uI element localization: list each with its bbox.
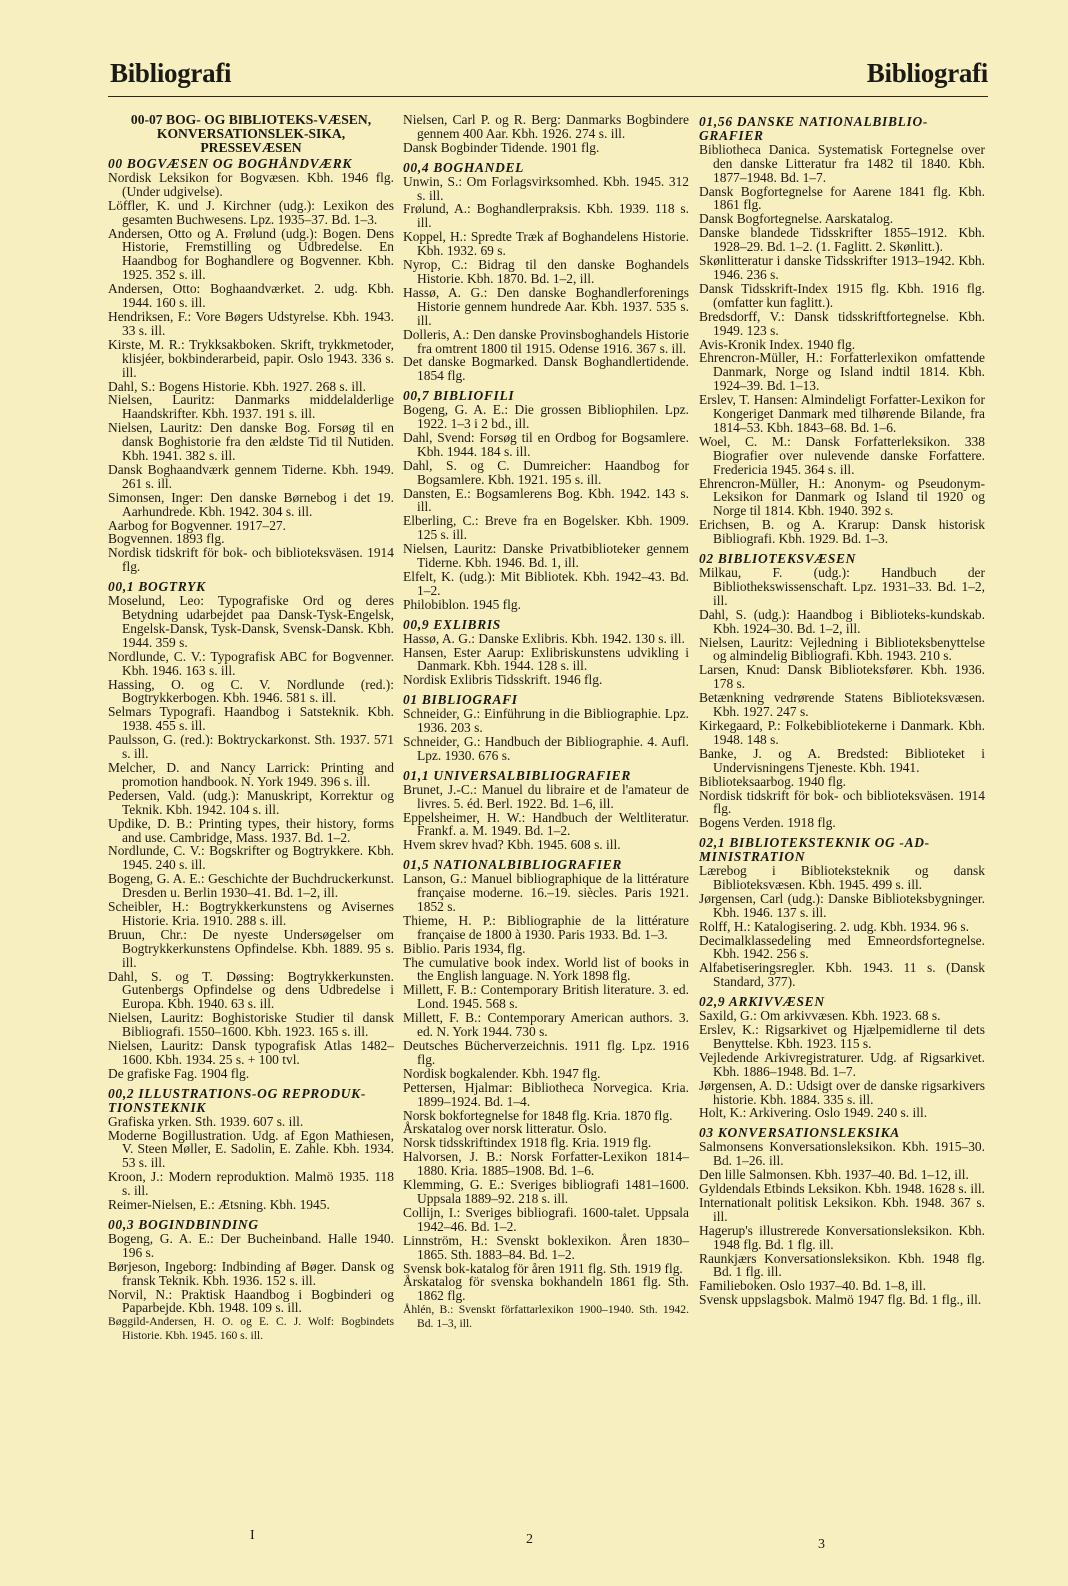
- bibliography-entry: Dahl, S. og T. Døssing: Bogtrykkerkunsten. Gutenbergs Opfindelse og dens Udbredelse i Europa. Kbh. 1940. 63 s. ill.: [108, 968, 394, 1012]
- bibliography-entry: Familieboken. Oslo 1937–40. Bd. 1–8, ill.: [699, 1278, 926, 1294]
- section-heading: 02,1 BIBLIOTEKSTEKNIK OG -AD-MINISTRATION: [699, 835, 930, 865]
- bibliography-entry: Nordisk Exlibris Tidsskrift. 1946 flg.: [403, 672, 603, 688]
- bibliography-entry: Avis-Kronik Index. 1940 flg.: [699, 336, 856, 352]
- bibliography-entry: Moselund, Leo: Typografiske Ord og deres Betydning udarbejdet paa Dansk-Tysk-Engelsk, Engelsk-Dansk, Tysk-Dansk, Svensk-Dansk. Kbh. 1944. 359 s.: [108, 593, 394, 650]
- bibliography-entry: Grafiska yrken. Sth. 1939. 607 s. ill.: [108, 1113, 304, 1129]
- bibliography-entry: Millett, F. B.: Contemporary British literature. 3. ed. Lond. 1945. 568 s.: [403, 982, 689, 1012]
- column-2: [403, 113, 689, 1331]
- bibliography-entry: Svensk uppslagsbok. Malmö 1947 flg. Bd. 1 flg., ill.: [699, 1292, 982, 1308]
- bibliography-entry: Dansk Bogfortegnelse for Aarene 1841 flg. Kbh. 1861 flg.: [699, 183, 985, 213]
- bibliography-entry: Bogens Verden. 1918 flg.: [699, 815, 836, 831]
- bibliography-entry: Andersen, Otto: Boghaandværket. 2. udg. Kbh. 1944. 160 s. ill.: [108, 281, 394, 311]
- bibliography-entry: Elberling, C.: Breve fra en Bogelsker. Kbh. 1909. 125 s. ill.: [403, 513, 689, 543]
- bibliography-entry: Elfelt, K. (udg.): Mit Bibliotek. Kbh. 1942–43. Bd. 1–2.: [403, 569, 689, 598]
- bibliography-entry: Lærebog i Biblioteksteknik og dansk Biblioteksvæsen. Kbh. 1945. 499 s. ill.: [699, 863, 985, 892]
- bibliography-entry: Unwin, S.: Om Forlagsvirksomhed. Kbh. 1945. 312 s. ill.: [403, 173, 689, 203]
- bibliography-entry: Norsk tidsskriftindex 1918 flg. Kria. 1919 flg.: [403, 1135, 652, 1151]
- section-heading: 03 KONVERSATIONSLEKSIKA: [699, 1125, 900, 1141]
- bibliography-entry: Norvil, N.: Praktisk Haandbog i Bogbinderi og Paparbejde. Kbh. 1948. 109 s. ill.: [108, 1286, 394, 1316]
- section-heading: 00,3 BOGINDBINDING: [108, 1216, 259, 1232]
- bibliography-entry: Nordlunde, C. V.: Bogskrifter og Bogtrykkere. Kbh. 1945. 240 s. ill.: [108, 843, 394, 873]
- bibliography-entry: Åhlén, B.: Svenskt författarlexikon 1900–1940. Sth. 1942. Bd. 1–3, ill.: [403, 1303, 689, 1331]
- bibliography-entry: Nordlunde, C. V.: Typografisk ABC for Bogvenner. Kbh. 1946. 163 s. ill.: [108, 648, 394, 678]
- bibliography-entry: Kroon, J.: Modern reproduktion. Malmö 1935. 118 s. ill.: [108, 1169, 394, 1199]
- section-heading: 02,9 ARKIVVÆSEN: [699, 994, 825, 1010]
- bibliography-entry: Simonsen, Inger: Den danske Børnebog i det 19. Aarhundrede. Kbh. 1942. 304 s. ill.: [108, 489, 394, 519]
- bibliography-entry: Banke, J. og A. Bredsted: Biblioteket i Undervisningens Tjeneste. Kbh. 1941.: [699, 745, 985, 775]
- section-heading: 00,1 BOGTRYK: [108, 579, 206, 595]
- bibliography-entry: Bogeng, G. A. E.: Geschichte der Buchdruckerkunst. Dresden u. Berlin 1930–41. Bd. 1–2, ill.: [108, 871, 394, 901]
- bibliography-entry: Dolleris, A.: Den danske Provinsboghandels Historie fra omtrent 1800 til 1915. Odense 1916. 367 s. ill.: [403, 326, 689, 356]
- header-title-right: Bibliografi: [866, 58, 988, 88]
- bibliography-entry: Reimer-Nielsen, E.: Ætsning. Kbh. 1945.: [108, 1197, 330, 1213]
- bibliography-entry: Årskatalog för svenska bokhandeln 1861 flg. Sth. 1862 flg.: [403, 1274, 689, 1304]
- bibliography-entry: Kirkegaard, P.: Folkebibliotekerne i Danmark. Kbh. 1948. 148 s.: [699, 717, 985, 747]
- bibliography-entry: Vejledende Arkivregistraturer. Udg. af Rigsarkivet. Kbh. 1886–1948. Bd. 1–7.: [699, 1049, 985, 1079]
- bibliography-entry: Dansten, E.: Bogsamlerens Bog. Kbh. 1942. 143 s. ill.: [403, 485, 689, 515]
- section-heading: 00 BOGVÆSEN OG BOGHÅNDVÆRK: [108, 156, 353, 171]
- bibliography-entry: Milkau, F. (udg.): Handbuch der Bibliothekswissenschaft. Lpz. 1931–33. Bd. 1–2, ill.: [699, 565, 985, 608]
- bibliography-entry: Bruun, Chr.: De nyeste Undersøgelser om Bogtrykkerkunstens Opfindelse. Kbh. 1889. 95 s. ill.: [108, 926, 394, 970]
- bibliography-entry: Andersen, Otto og A. Frølund (udg.): Bogen. Dens Historie, Fremstilling og Udbredelse. En Haandbog for Boghandlere og Bogvenner. Kbh. 1925. 352 s. ill.: [108, 225, 394, 283]
- bibliography-entry: Selmars Typografi. Haandbog i Satsteknik. Kbh. 1938. 455 s. ill.: [108, 704, 394, 734]
- bibliography-entry: Dahl, Svend: Forsøg til en Ordbog for Bogsamlere. Kbh. 1944. 184 s. ill.: [403, 429, 689, 459]
- bibliography-entry: Nordisk Leksikon for Bogvæsen. Kbh. 1946 flg. (Under udgivelse).: [108, 169, 394, 199]
- header-rule: [108, 96, 988, 97]
- bibliography-entry: Deutsches Bücherverzeichnis. 1911 flg. Lpz. 1916 flg.: [403, 1038, 689, 1067]
- bibliography-entry: Svensk bok-katalog för åren 1911 flg. Sth. 1919 flg.: [403, 1260, 683, 1276]
- bibliography-entry: Philobiblon. 1945 flg.: [403, 596, 521, 612]
- bibliography-entry: Hendriksen, F.: Vore Bøgers Udstyrelse. Kbh. 1943. 33 s. ill.: [108, 308, 394, 338]
- bibliography-entry: Nielsen, Lauritz: Vejledning i Biblioteksbenyttelse og almindelig Bibliografi. Kbh. 1943. 210 s.: [699, 634, 985, 664]
- bibliography-entry: Ehrencron-Müller, H.: Anonym- og Pseudonym-Leksikon for Danmark og Island til 1920 og Norge til 1814. Kbh. 1940. 392 s.: [699, 475, 985, 519]
- bibliography-entry: Den lille Salmonsen. Kbh. 1937–40. Bd. 1–12, ill.: [699, 1167, 969, 1183]
- header-title-left: Bibliografi: [110, 58, 232, 88]
- bibliography-entry: Updike, D. B.: Printing types, their history, forms and use. Cambridge, Mass. 1937. Bd. 1–2.: [108, 815, 394, 845]
- bibliography-entry: Hassing, O. og C. V. Nordlunde (red.): Bogtrykkerbogen. Kbh. 1946. 581 s. ill.: [108, 676, 394, 706]
- bibliography-entry: Hassø, A. G.: Den danske Boghandlerforenings Historie gennem hundrede Aar. Kbh. 1937. 535 s. ill.: [403, 284, 689, 328]
- bibliography-entry: Pedersen, Vald. (udg.): Manuskript, Korrektur og Teknik. Kbh. 1942. 104 s. ill.: [108, 787, 394, 817]
- bibliography-entry: The cumulative book index. World list of books in the English language. N. York 1898 flg.: [403, 954, 689, 984]
- bibliography-entry: Decimalklassedeling med Emneordsfortegnelse. Kbh. 1942. 256 s.: [699, 932, 985, 962]
- bibliography-entry: Bibliotheca Danica. Systematisk Fortegnelse over den danske Litteratur fra 1482 til 1840. Kbh. 1877–1948. Bd. 1–7.: [699, 141, 985, 185]
- column-1: [108, 113, 394, 1343]
- bibliography-entry: Nordisk tidskrift för bok- och biblioteksväsen. 1914 flg.: [699, 787, 985, 817]
- bibliography-entry: Hassø, A. G.: Danske Exlibris. Kbh. 1942. 130 s. ill.: [403, 630, 685, 646]
- bibliography-entry: Erslev, T. Hansen: Almindeligt Forfatter-Lexikon for Kongeriget Danmark med tilhørende Bilande, fra 1814–53. Kbh. 1843–68. Bd. 1–6.: [699, 392, 985, 435]
- section-heading: 01,5 NATIONALBIBLIOGRAFIER: [403, 857, 623, 873]
- bibliography-entry: Kirste, M. R.: Trykksakboken. Skrift, trykkmetoder, klisjéer, bokbinderarbeid, papir. Oslo 1943. 336 s. ill.: [108, 336, 394, 380]
- bibliography-entry: Dahl, S.: Bogens Historie. Kbh. 1927. 268 s. ill.: [108, 378, 366, 394]
- bibliography-entry: Børjeson, Ingeborg: Indbinding af Bøger. Dansk og fransk Teknik. Kbh. 1936. 152 s. ill.: [108, 1258, 394, 1288]
- bibliography-entry: Biblio. Paris 1934, flg.: [403, 940, 526, 956]
- bibliography-entry: Bogeng, G. A. E.: Die grossen Bibliophilen. Lpz. 1922. 1–3 i 2 bd., ill.: [403, 402, 689, 432]
- section-heading: 01,56 DANSKE NATIONALBIBLIO-GRAFIER: [699, 114, 929, 143]
- section-heading: 01,1 UNIVERSALBIBLIOGRAFIER: [403, 767, 631, 783]
- bibliography-entry: Gyldendals Etbinds Leksikon. Kbh. 1948. 1628 s. ill.: [699, 1180, 985, 1196]
- bibliography-entry: Norsk bokfortegnelse for 1848 flg. Kria. 1870 flg.: [403, 1107, 673, 1123]
- bibliography-entry: Dahl, S. og C. Dumreicher: Haandbog for Bogsamlere. Kbh. 1921. 195 s. ill.: [403, 457, 689, 487]
- bibliography-entry: Linnström, H.: Svenskt boklexikon. Åren 1830–1865. Sth. 1883–84. Bd. 1–2.: [403, 1232, 689, 1262]
- bibliography-entry: Danske blandede Tidsskrifter 1855–1912. Kbh. 1928–29. Bd. 1–2. (1. Faglitt. 2. Skønlitt.).: [699, 225, 985, 255]
- bibliography-entry: Koppel, H.: Spredte Træk af Boghandelens Historie. Kbh. 1932. 69 s.: [403, 229, 689, 259]
- bibliography-entry: Internationalt politisk Leksikon. Kbh. 1948. 367 s. ill.: [699, 1194, 985, 1224]
- bibliography-entry: Woel, C. M.: Dansk Forfatterleksikon. 338 Biografier over nulevende danske Forfattere. Fredericia 1945. 364 s. ill.: [699, 433, 985, 477]
- bibliography-entry: Larsen, Knud: Dansk Biblioteksfører. Kbh. 1936. 178 s.: [699, 662, 985, 692]
- bibliography-entry: Löffler, K. und J. Kirchner (udg.): Lexikon des gesamten Buchwesens. Lpz. 1935–37. Bd. 1–3.: [108, 197, 394, 227]
- bibliography-entry: Dansk Bogbinder Tidende. 1901 flg.: [403, 139, 600, 155]
- bibliography-entry: Bogeng, G. A. E.: Der Bucheinband. Halle 1940. 196 s.: [108, 1230, 394, 1260]
- bibliography-entry: Scheibler, H.: Bogtrykkerkunstens og Avisernes Historie. Kria. 1910. 288 s. ill.: [108, 899, 394, 928]
- bibliography-entry: Nielsen, Carl P. og R. Berg: Danmarks Bogbindere gennem 400 Aar. Kbh. 1926. 274 s. ill.: [403, 112, 689, 141]
- section-group-heading: 00-07 BOG- OG BIBLIOTEKS-VÆSEN, KONVERSATIONSLEK-SIKA, PRESSEVÆSEN: [130, 112, 372, 155]
- bibliography-entry: Bogvennen. 1893 flg.: [108, 531, 225, 547]
- bibliography-entry: Saxild, G.: Om arkivvæsen. Kbh. 1923. 68 s.: [699, 1008, 941, 1024]
- section-heading: 00,9 EXLIBRIS: [403, 616, 501, 632]
- bibliography-entry: Aarbog for Bogvenner. 1917–27.: [108, 517, 287, 533]
- bibliography-entry: Rolff, H.: Katalogisering. 2. udg. Kbh. 1934. 96 s.: [699, 918, 969, 934]
- bibliography-entry: Holt, K.: Arkivering. Oslo 1949. 240 s. ill.: [699, 1105, 928, 1121]
- section-heading: 01 BIBLIOGRAFI: [403, 692, 518, 708]
- bibliography-entry: Dahl, S. (udg.): Haandbog i Biblioteks-kundskab. Kbh. 1924–30. Bd. 1–2, ill.: [699, 606, 985, 636]
- bibliography-entry: Raunkjærs Konversationsleksikon. Kbh. 1948 flg. Bd. 1 flg. ill.: [699, 1250, 985, 1280]
- bibliography-entry: Eppelsheimer, H. W.: Handbuch der Weltliteratur. Frankf. a. M. 1949. Bd. 1–2.: [403, 809, 689, 839]
- bibliography-entry: Skønlitteratur i danske Tidsskrifter 1913–1942. Kbh. 1946. 236 s.: [699, 253, 985, 282]
- bibliography-entry: Årskatalog over norsk litteratur. Oslo.: [403, 1121, 607, 1137]
- bibliography-entry: Nordisk bogkalender. Kbh. 1947 flg.: [403, 1065, 601, 1081]
- bibliography-entry: Dansk Boghaandværk gennem Tiderne. Kbh. 1949. 261 s. ill.: [108, 461, 394, 491]
- bibliography-entry: Lanson, G.: Manuel bibliographique de la littérature française moderne. 16.–19. siècles. Paris 1921. 1852 s.: [403, 871, 689, 914]
- bibliography-entry: Hvem skrev hvad? Kbh. 1945. 608 s. ill.: [403, 837, 621, 853]
- bibliography-entry: Nielsen, Lauritz: Boghistoriske Studier til dansk Bibliografi. 1550–1600. Kbh. 1923. 165 s. ill.: [108, 1010, 394, 1040]
- bibliography-entry: Collijn, I.: Sveriges bibliografi. 1600-talet. Uppsala 1942–46. Bd. 1–2.: [403, 1204, 689, 1234]
- bibliography-entry: Nyrop, C.: Bidrag til den danske Boghandels Historie. Kbh. 1870. Bd. 1–2, ill.: [403, 257, 689, 286]
- bibliography-entry: Nordisk tidskrift för bok- och biblioteksväsen. 1914 flg.: [108, 545, 394, 575]
- bibliography-entry: Thieme, H. P.: Bibliographie de la littérature française de 1800 à 1930. Paris 1933. Bd. 1–3.: [403, 912, 689, 942]
- bibliography-entry: Nielsen, Lauritz: Danmarks middelalderlige Haandskrifter. Kbh. 1937. 191 s. ill.: [108, 392, 394, 422]
- bibliography-entry: Paulsson, G. (red.): Boktryckarkonst. Sth. 1937. 571 s. ill.: [108, 732, 394, 762]
- bibliography-entry: Millett, F. B.: Contemporary American authors. 3. ed. N. York 1944. 730 s.: [403, 1010, 689, 1040]
- bibliography-entry: Frølund, A.: Boghandlerpraksis. Kbh. 1939. 118 s. ill.: [403, 201, 689, 231]
- bibliography-entry: Brunet, J.-C.: Manuel du libraire et de l'amateur de livres. 5. éd. Berl. 1922. Bd. 1–6, ill.: [403, 781, 689, 811]
- bibliography-entry: Ehrencron-Müller, H.: Forfatterlexikon omfattende Danmark, Norge og Island indtil 1814. Kbh. 1924–39. Bd. 1–13.: [699, 350, 985, 394]
- page-number-1: I: [250, 1528, 255, 1543]
- bibliography-entry: Det danske Bogmarked. Dansk Boghandlertidende. 1854 flg.: [403, 354, 689, 384]
- bibliography-entry: Betænkning vedrørende Statens Biblioteksvæsen. Kbh. 1927. 247 s.: [699, 690, 985, 720]
- page-number-3: 3: [818, 1537, 825, 1552]
- bibliography-entry: Halvorsen, J. B.: Norsk Forfatter-Lexikon 1814–1880. Kria. 1885–1908. Bd. 1–6.: [403, 1149, 689, 1179]
- bibliography-entry: Schneider, G.: Handbuch der Bibliographie. 4. Aufl. Lpz. 1930. 676 s.: [403, 733, 689, 763]
- bibliography-entry: Biblioteksaarbog. 1940 flg.: [699, 773, 847, 789]
- bibliography-entry: Hansen, Ester Aarup: Exlibriskunstens udvikling i Danmark. Kbh. 1944. 128 s. ill.: [403, 644, 689, 674]
- page-number-2: 2: [526, 1532, 533, 1547]
- bibliography-entry: Bredsdorff, V.: Dansk tidsskriftfortegnelse. Kbh. 1949. 123 s.: [699, 308, 985, 338]
- bibliography-entry: Nielsen, Lauritz: Den danske Bog. Forsøg til en dansk Boghistorie fra den ældste Tid til Nutiden. Kbh. 1941. 382 s. ill.: [108, 420, 394, 464]
- bibliography-entry: De grafiske Fag. 1904 flg.: [108, 1065, 250, 1081]
- bibliography-entry: Jørgensen, Carl (udg.): Danske Biblioteksbygninger. Kbh. 1946. 137 s. ill.: [699, 890, 985, 920]
- bibliography-entry: Erslev, K.: Rigsarkivet og Hjælpemidlerne til dets Benyttelse. Kbh. 1923. 115 s.: [699, 1022, 985, 1051]
- bibliography-entry: Melcher, D. and Nancy Larrick: Printing and promotion handbook. N. York 1949. 396 s. ill.: [108, 759, 394, 789]
- section-heading: 02 BIBLIOTEKSVÆSEN: [699, 551, 857, 567]
- bibliography-entry: Hagerup's illustrerede Konversationsleksikon. Kbh. 1948 flg. Bd. 1 flg. ill.: [699, 1222, 985, 1252]
- bibliography-entry: Moderne Bogillustration. Udg. af Egon Mathiesen, V. Steen Møller, E. Sadolin, E. Zahle. Kbh. 1934. 53 s. ill.: [108, 1127, 394, 1171]
- section-heading: 00,7 BIBLIOFILI: [403, 388, 515, 404]
- section-heading: 00,2 ILLUSTRATIONS-OG REPRODUK-TIONSTEKNIK: [108, 1085, 366, 1115]
- bibliography-entry: Dansk Bogfortegnelse. Aarskatalog.: [699, 211, 894, 227]
- bibliography-entry: Alfabetiseringsregler. Kbh. 1943. 11 s. (Dansk Standard, 377).: [699, 960, 985, 990]
- bibliography-entry: Nielsen, Lauritz: Dansk typografisk Atlas 1482–1600. Kbh. 1934. 25 s. + 100 tvl.: [108, 1038, 394, 1067]
- bibliography-entry: Jørgensen, A. D.: Udsigt over de danske rigsarkivers historie. Kbh. 1884. 335 s. ill.: [699, 1077, 985, 1107]
- bibliography-entry: Pettersen, Hjalmar: Bibliotheca Norvegica. Kria. 1899–1924. Bd. 1–4.: [403, 1079, 689, 1109]
- bibliography-entry: Klemming, G. E.: Sveriges bibliografi 1481–1600. Uppsala 1889–92. 218 s. ill.: [403, 1177, 689, 1206]
- bibliography-entry: Schneider, G.: Einführung in die Bibliographie. Lpz. 1936. 203 s.: [403, 706, 689, 736]
- bibliography-entry: Salmonsens Konversationsleksikon. Kbh. 1915–30. Bd. 1–26. ill.: [699, 1139, 985, 1169]
- section-heading: 00,4 BOGHANDEL: [403, 159, 525, 175]
- bibliography-entry: Bøggild-Andersen, H. O. og E. C. J. Wolf: Bogbindets Historie. Kbh. 1945. 160 s. ill.: [108, 1315, 394, 1343]
- bibliography-entry: Erichsen, B. og A. Krarup: Dansk historisk Bibliografi. Kbh. 1929. Bd. 1–3.: [699, 517, 985, 547]
- bibliography-entry: Nielsen, Lauritz: Danske Privatbiblioteker gennem Tiderne. Kbh. 1946. Bd. 1, ill.: [403, 541, 689, 571]
- bibliography-entry: Dansk Tidsskrift-Index 1915 flg. Kbh. 1916 flg. (omfatter kun faglitt.).: [699, 280, 985, 310]
- column-3: [699, 113, 985, 1307]
